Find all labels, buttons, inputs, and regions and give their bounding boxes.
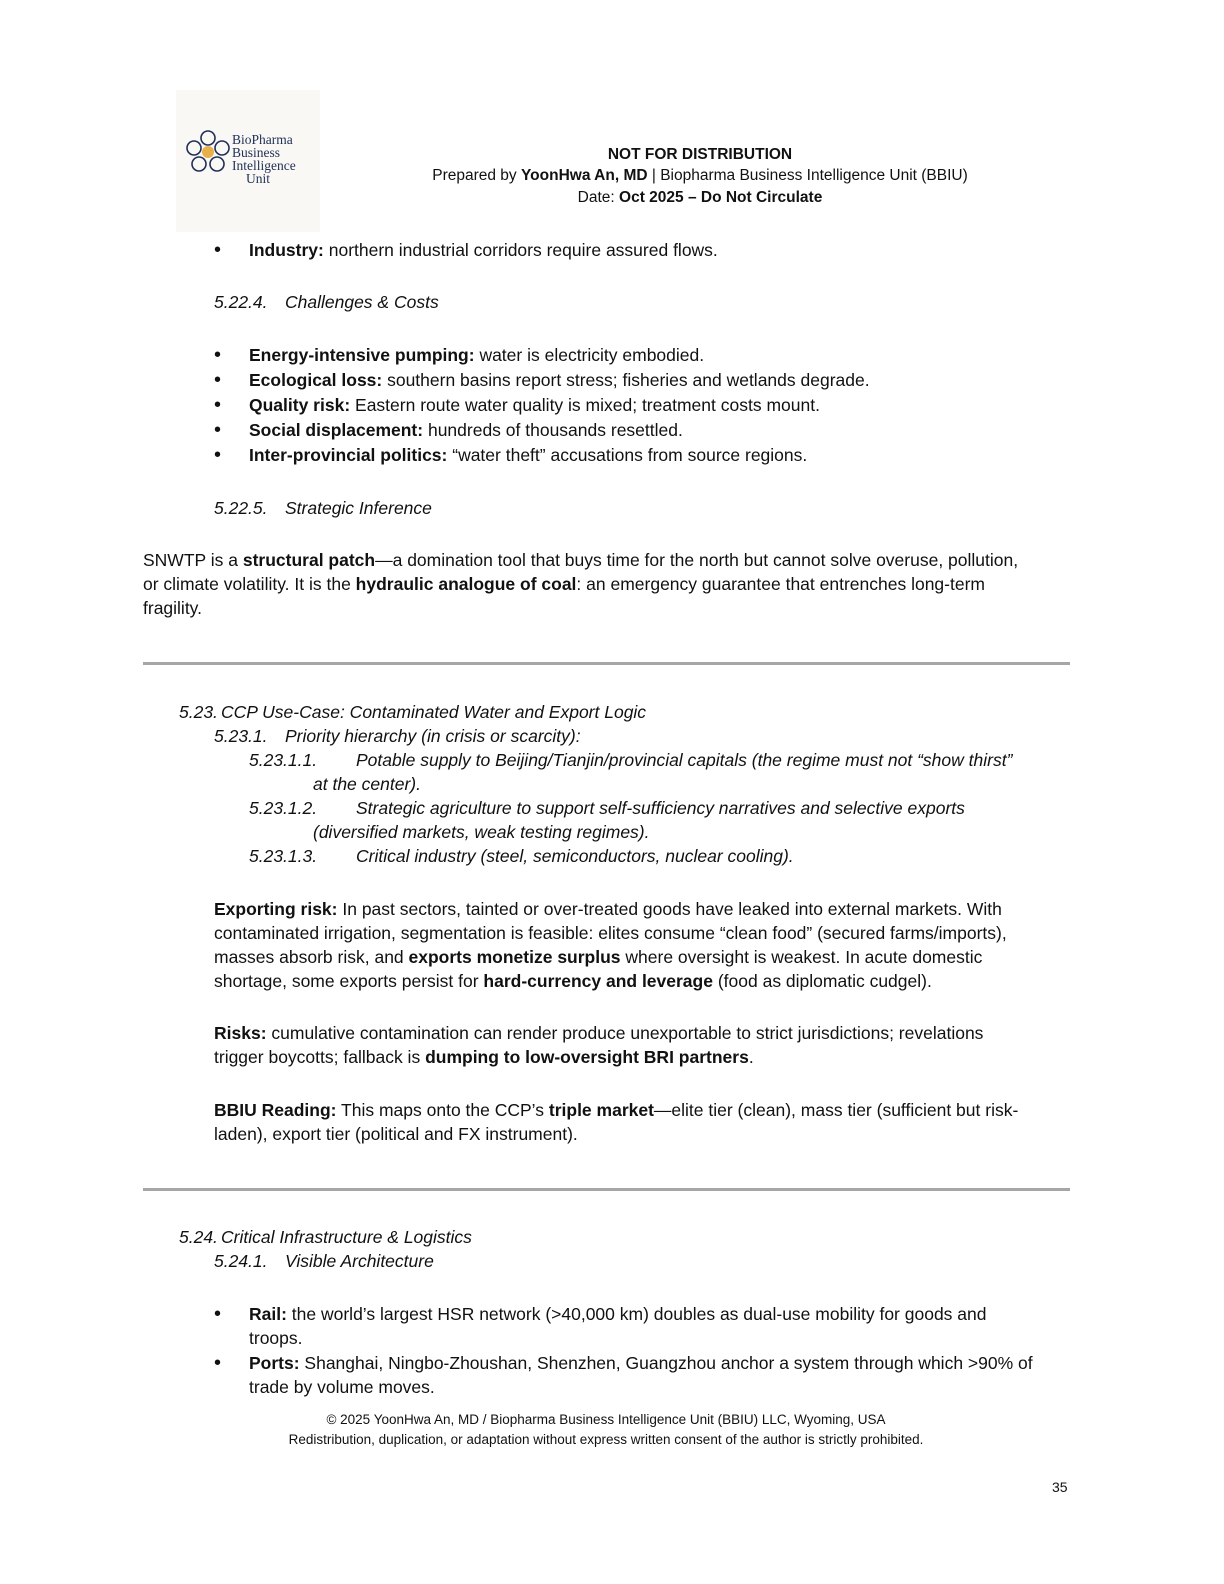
bullet-icon: • (214, 394, 222, 416)
list-item-continuation: at the center). (313, 774, 421, 794)
logo-wordmark: BioPharma Business Intelligence Unit (232, 132, 296, 186)
divider (143, 1188, 1070, 1191)
paragraph-line: fragility. (143, 598, 202, 618)
paragraph-line: or climate volatility. It is the hydraulic analogue of coal: an emergency guarantee that entrenches long-term (143, 574, 985, 594)
logo-flower-icon (180, 128, 236, 176)
list-item: Critical industry (steel, semiconductors, nuclear cooling). (356, 846, 794, 866)
section-heading: Challenges & Costs (285, 292, 439, 312)
paragraph-line: contaminated irrigation, segmentation is feasible: elites consume “clean food” (secured farms/imports), (214, 923, 1007, 943)
divider (143, 662, 1070, 665)
bullet-icon: • (214, 1352, 222, 1374)
section-heading-number: 5.22.5. (214, 498, 268, 518)
section-heading: Critical Infrastructure & Logistics (221, 1227, 472, 1247)
footer-rights: Redistribution, duplication, or adaptation without express written consent of the author is strictly prohibited. (288, 1432, 924, 1447)
bullet-icon: • (214, 419, 222, 441)
bullet-icon: • (214, 444, 222, 466)
paragraph-line: trigger boycotts; fallback is dumping to low-oversight BRI partners. (214, 1047, 754, 1067)
bullet-icon: • (214, 239, 222, 261)
list-item: Inter-provincial politics: “water theft” accusations from source regions. (249, 445, 808, 465)
subsection-heading-number: 5.23.1. (214, 726, 268, 746)
list-item-continuation: troops. (249, 1328, 303, 1348)
paragraph-line: SNWTP is a structural patch—a domination tool that buys time for the north but cannot solve overuse, pollution, (143, 550, 1019, 570)
list-item: Quality risk: Eastern route water quality is mixed; treatment costs mount. (249, 395, 820, 415)
section-heading: Strategic Inference (285, 498, 432, 518)
bullet-icon: • (214, 1303, 222, 1325)
paragraph-line: laden), export tier (political and FX instrument). (214, 1124, 578, 1144)
paragraph-line: masses absorb risk, and exports monetize surplus where oversight is weakest. In acute domestic (214, 947, 983, 967)
list-item: Energy-intensive pumping: water is electricity embodied. (249, 345, 705, 365)
list-item-number: 5.23.1.3. (249, 846, 318, 866)
subsection-heading: Priority hierarchy (in crisis or scarcity): (285, 726, 581, 746)
section-heading: CCP Use-Case: Contaminated Water and Export Logic (221, 702, 647, 722)
page-number: 35 (1052, 1479, 1068, 1495)
section-heading-number: 5.24. (179, 1227, 218, 1247)
list-item: Strategic agriculture to support self-sufficiency narratives and selective exports (356, 798, 965, 818)
list-item: Social displacement: hundreds of thousands resettled. (249, 420, 683, 440)
list-item: Potable supply to Beijing/Tianjin/provincial capitals (the regime must not “show thirst” (356, 750, 1013, 770)
list-item-continuation: (diversified markets, weak testing regimes). (313, 822, 650, 842)
paragraph-line: shortage, some exports persist for hard-currency and leverage (food as diplomatic cudgel). (214, 971, 932, 991)
section-heading-number: 5.23. (179, 702, 218, 722)
list-item-continuation: trade by volume moves. (249, 1377, 435, 1397)
paragraph-line: Exporting risk: In past sectors, tainted or over-treated goods have leaked into external markets. With (214, 899, 1002, 919)
list-item-number: 5.23.1.2. (249, 798, 318, 818)
list-item: Ecological loss: southern basins report stress; fisheries and wetlands degrade. (249, 370, 870, 390)
bullet-icon: • (214, 344, 222, 366)
footer-copyright: © 2025 YoonHwa An, MD / Biopharma Business Intelligence Unit (BBIU) LLC, Wyoming, USA (326, 1412, 886, 1427)
paragraph-line: Risks: cumulative contamination can render produce unexportable to strict jurisdictions; revelations (214, 1023, 984, 1043)
section-heading-number: 5.22.4. (214, 292, 268, 312)
list-item-number: 5.23.1.1. (249, 750, 318, 770)
subsection-heading: Visible Architecture (285, 1251, 434, 1271)
list-item: Ports: Shanghai, Ningbo-Zhoushan, Shenzhen, Guangzhou anchor a system through which >90% of (249, 1353, 1033, 1373)
date-line: Date: Oct 2025 – Do Not Circulate (577, 189, 823, 206)
subsection-heading-number: 5.24.1. (214, 1251, 268, 1271)
paragraph-line: BBIU Reading: This maps onto the CCP’s triple market—elite tier (clean), mass tier (sufficient but risk- (214, 1100, 1019, 1120)
prepared-by-line: Prepared by YoonHwa An, MD | Biopharma Business Intelligence Unit (BBIU) (432, 167, 968, 184)
list-item: Industry: northern industrial corridors require assured flows. (249, 240, 718, 260)
bullet-icon: • (214, 369, 222, 391)
distribution-notice: NOT FOR DISTRIBUTION (607, 146, 793, 163)
list-item: Rail: the world’s largest HSR network (>40,000 km) doubles as dual-use mobility for goods and (249, 1304, 987, 1324)
